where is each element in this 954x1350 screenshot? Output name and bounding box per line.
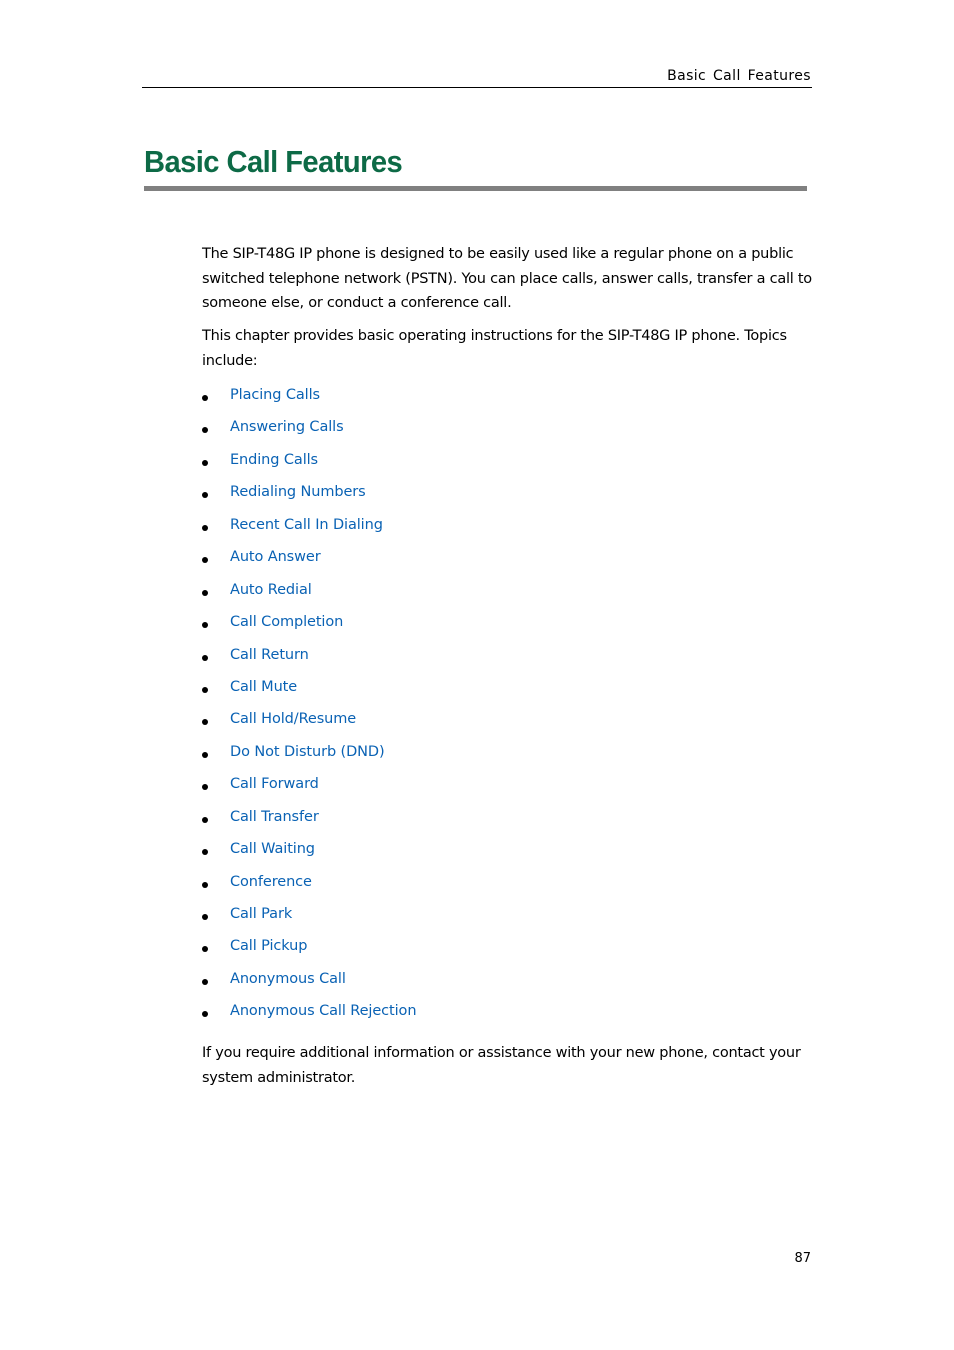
- topic-link-anonymous-call-rejection[interactable]: Anonymous Call Rejection: [230, 1003, 417, 1020]
- bullet-icon: [202, 946, 208, 952]
- topic-link-redialing-numbers[interactable]: Redialing Numbers: [230, 484, 366, 501]
- topic-link-ending-calls[interactable]: Ending Calls: [230, 451, 319, 468]
- bullet-icon: [202, 719, 208, 725]
- chapter-title: Basic Call Features: [144, 144, 403, 179]
- bullet-icon: [202, 590, 208, 596]
- topic-link-anonymous-call[interactable]: Anonymous Call: [230, 970, 346, 987]
- bullet-icon: [202, 817, 208, 823]
- closing-paragraph: If you require additional information or assistance with your new phone, contact your system administrator.: [202, 1045, 801, 1086]
- bullet-icon: [202, 622, 208, 628]
- topic-link-call-mute[interactable]: Call Mute: [230, 678, 298, 695]
- topic-link-recent-call-in-dialing[interactable]: Recent Call In Dialing: [230, 516, 383, 533]
- bullet-icon: [202, 849, 208, 855]
- bullet-icon: [202, 882, 208, 888]
- topic-link-call-transfer[interactable]: Call Transfer: [230, 808, 319, 825]
- topic-link-conference[interactable]: Conference: [230, 873, 312, 890]
- topic-link-call-hold-resume[interactable]: Call Hold/Resume: [230, 711, 357, 728]
- topic-link-call-park[interactable]: Call Park: [230, 906, 293, 922]
- topic-link-placing-calls[interactable]: Placing Calls: [230, 387, 320, 403]
- bullet-icon: [202, 687, 208, 693]
- page-number: 87: [794, 1251, 811, 1266]
- bullet-icon: [202, 557, 208, 563]
- bullet-icon: [202, 784, 208, 790]
- bullet-icon: [202, 427, 208, 433]
- topic-link-call-completion[interactable]: Call Completion: [230, 614, 344, 631]
- topic-link-answering-calls[interactable]: Answering Calls: [230, 419, 344, 436]
- bullet-icon: [202, 525, 208, 531]
- intro-paragraph: The SIP-T48G IP phone is designed to be easily used like a regular phone on a public switched telephone network (PSTN). You can place calls, answer calls, transfer a call to someone else, or conduct a conference call.: [202, 246, 812, 311]
- topic-link-call-pickup[interactable]: Call Pickup: [230, 938, 308, 955]
- bullet-icon: [202, 395, 208, 401]
- bullet-icon: [202, 655, 208, 661]
- topic-link-call-return[interactable]: Call Return: [230, 646, 309, 663]
- topics-intro-paragraph: This chapter provides basic operating instructions for the SIP-T48G IP phone. Topics include:: [202, 328, 787, 369]
- topic-link-auto-answer[interactable]: Auto Answer: [230, 549, 321, 566]
- topic-link-do-not-disturb[interactable]: Do Not Disturb (DND): [230, 743, 385, 760]
- running-header: [142, 66, 812, 88]
- bullet-icon: [202, 460, 208, 466]
- running-header-title: Basic Call Features: [667, 68, 811, 84]
- bullet-icon: [202, 752, 208, 758]
- bullet-icon: [202, 914, 208, 920]
- bullet-icon: [202, 979, 208, 985]
- title-underline-rule: [144, 186, 807, 191]
- bullet-icon: [202, 492, 208, 498]
- topic-link-call-forward[interactable]: Call Forward: [230, 776, 319, 793]
- topic-link-call-waiting[interactable]: Call Waiting: [230, 841, 315, 858]
- topic-link-auto-redial[interactable]: Auto Redial: [230, 581, 312, 598]
- bullet-icon: [202, 1011, 208, 1017]
